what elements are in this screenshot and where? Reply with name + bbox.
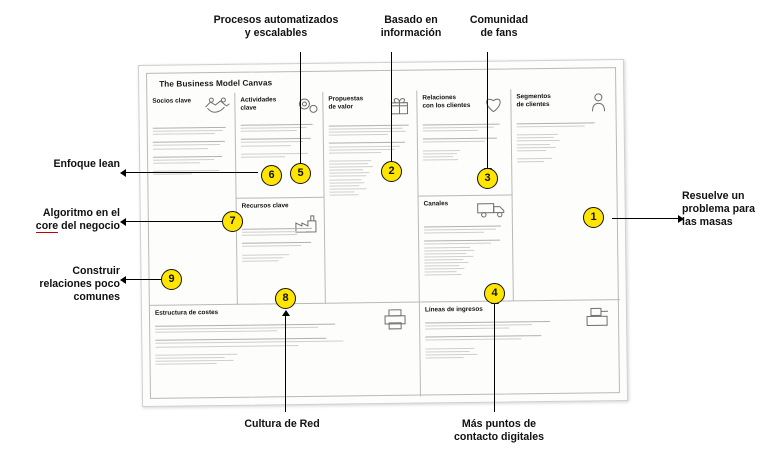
callout-cultura-de-red (227, 418, 337, 431)
block-text-canales (424, 225, 509, 278)
callout-construir-relaciones (4, 265, 120, 305)
block-title-canales: Canales (423, 200, 449, 208)
canvas-frame (146, 67, 620, 399)
block-title-actividades-clave: Actividades clave (240, 96, 277, 112)
gift-box-icon (384, 93, 414, 117)
callout-comunidad-de-fans (444, 14, 554, 40)
callout-algoritmo-core-word: core (35, 220, 59, 233)
callout-comunidad-line2: de fans (480, 27, 518, 40)
printer-icon (379, 307, 411, 331)
block-actividades-clave[interactable] (235, 92, 324, 199)
block-text-estructura-de-costes (155, 323, 359, 367)
callout-resuelve-line2: problema para (682, 203, 756, 216)
badge-2[interactable]: 2 (381, 161, 402, 182)
block-text-propuestas-de-valor (329, 125, 414, 198)
callout-procesos-automatizados (196, 14, 356, 40)
block-title-estructura-de-costes: Estructura de costes (154, 309, 219, 317)
callout-puntos-digitales (424, 418, 574, 444)
canvas-title: The Business Model Canvas (159, 78, 273, 89)
heart-icon (479, 91, 507, 115)
connector-comunidad (487, 52, 488, 170)
callout-construir-line2: relaciones poco (39, 278, 120, 291)
business-model-canvas-sheet (138, 59, 628, 407)
callout-basado-line2: información (380, 27, 442, 40)
block-title-recursos-clave: Recursos clave (241, 202, 289, 210)
block-text-recursos-clave (242, 228, 320, 264)
callout-puntos-line2: contacto digitales (453, 431, 545, 444)
callout-algoritmo-line2 (4, 220, 120, 233)
badge-9[interactable]: 9 (161, 269, 182, 290)
connector-procesos (300, 52, 301, 172)
cash-register-icon (582, 304, 614, 330)
arrowhead-algoritmo (120, 218, 126, 226)
handshake-icon (202, 95, 232, 117)
block-title-segmentos-de-clientes: Segmentos de clientes (516, 92, 551, 109)
block-title-lineas-de-ingresos: Líneas de ingresos (424, 305, 483, 314)
callout-cultura-line1: Cultura de Red (244, 418, 320, 430)
block-text-actividades-clave (241, 124, 319, 160)
callout-comunidad-line1: Comunidad (469, 14, 529, 26)
callout-puntos-line1: Más puntos de (461, 418, 537, 430)
callout-algoritmo-line1: Algoritmo en el (42, 207, 120, 219)
block-relaciones-con-los-clientes[interactable] (417, 89, 512, 196)
badge-8[interactable]: 8 (275, 288, 296, 309)
badge-7[interactable]: 7 (222, 211, 243, 232)
gears-icon (294, 94, 320, 116)
block-text-segmentos-de-clientes (517, 122, 614, 164)
badge-4[interactable]: 4 (484, 283, 505, 304)
people-icon (585, 90, 611, 116)
callout-procesos-line1: Procesos automatizados (213, 14, 339, 26)
callout-procesos-line2: y escalables (244, 27, 308, 40)
callout-construir-line1: Construir (72, 265, 120, 277)
truck-icon (475, 197, 509, 219)
arrowhead-construir (120, 276, 126, 284)
badge-6[interactable]: 6 (261, 165, 282, 186)
callout-algoritmo-line2-suffix: del negocio (58, 220, 120, 233)
block-text-socios-clave (153, 127, 232, 177)
connector-cultura (285, 316, 286, 412)
badge-5[interactable]: 5 (290, 163, 311, 184)
connector-puntos (494, 304, 495, 412)
block-title-socios-clave: Socios clave (152, 97, 192, 105)
callout-resuelve-problema (682, 190, 768, 230)
connector-resuelve (612, 218, 678, 219)
block-text-relaciones-con-los-clientes (423, 123, 507, 162)
callout-resuelve-line3: las masas (682, 216, 733, 229)
arrowhead-cultura (282, 310, 290, 316)
badge-3[interactable]: 3 (477, 168, 498, 189)
block-lineas-de-ingresos[interactable] (420, 300, 621, 396)
arrowhead-enfoque-lean (120, 169, 126, 177)
connector-basado (391, 52, 392, 174)
connector-construir (126, 279, 162, 280)
callout-algoritmo-core (4, 207, 120, 233)
callout-enfoque-lean-line1: Enfoque lean (53, 158, 120, 170)
badge-1[interactable]: 1 (583, 207, 604, 228)
connector-algoritmo (126, 221, 224, 222)
connector-enfoque-lean (126, 172, 258, 173)
block-text-lineas-de-ingresos (425, 321, 570, 361)
callout-basado-line1: Basado en (384, 14, 438, 26)
callout-resuelve-line1: Resuelve un (682, 190, 745, 202)
block-socios-clave[interactable] (147, 93, 238, 306)
block-segmentos-de-clientes[interactable] (511, 88, 620, 301)
block-propuestas-de-valor[interactable] (323, 91, 420, 304)
block-title-relaciones-con-los-clientes: Relaciones con los clientes (422, 94, 471, 110)
callout-construir-line3: comunes (73, 291, 120, 304)
callout-enfoque-lean (10, 158, 120, 171)
block-title-propuestas-de-valor: Propuestas de valor (328, 95, 364, 111)
